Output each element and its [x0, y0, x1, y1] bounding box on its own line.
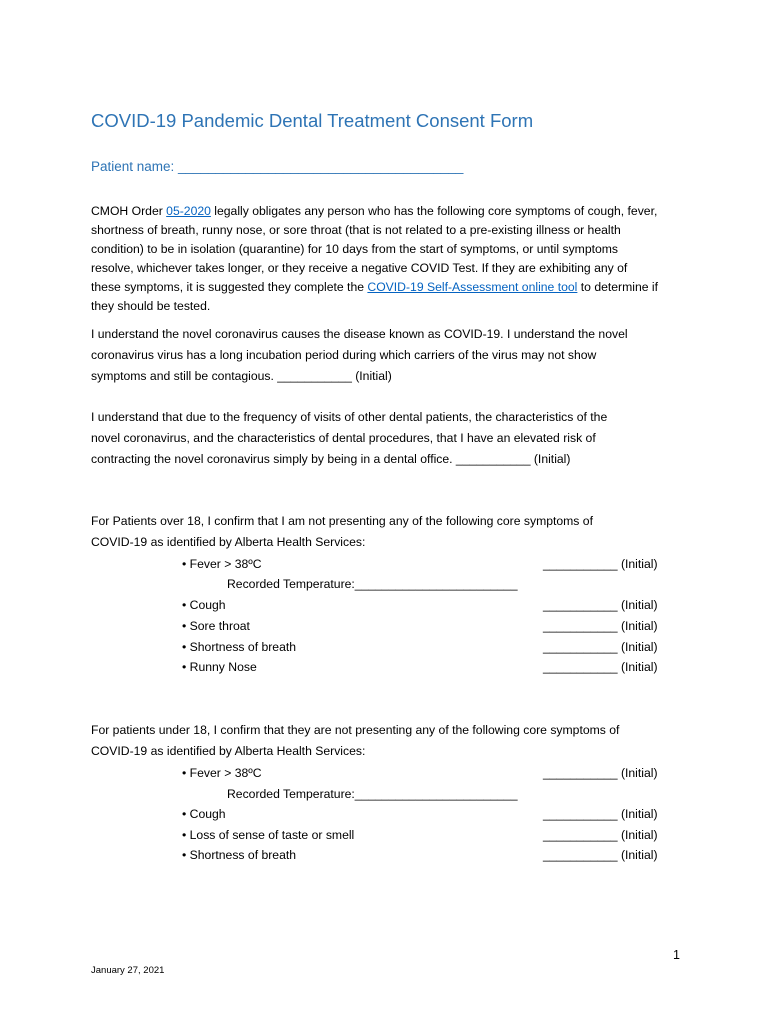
cmoh-line: resolve, whichever takes longer, or they receive a negative COVID Test. If they are exhibiting any of [91, 261, 628, 275]
cmoh-line: CMOH Order 05-2020 legally obligates any person who has the following core symptoms of cough, fever, [91, 204, 658, 218]
cmoh-order-paragraph [91, 202, 691, 316]
over18-fever-initial: ___________ (Initial) [543, 557, 658, 571]
over18-symptom-item: • Sore throat [182, 619, 250, 633]
over18-symptom-initial: ___________ (Initial) [543, 619, 658, 633]
over18-fever-item: • Fever > 38ºC [182, 557, 262, 571]
under-18-intro: For patients under 18, I confirm that they are not presenting any of the following core symptoms of COVID-19 as identified by Alberta Health Services: [91, 723, 620, 758]
cmoh-line: they should be tested. [91, 299, 211, 313]
form-title: COVID-19 Pandemic Dental Treatment Consent Form [91, 110, 534, 131]
under18-symptom-initial: ___________ (Initial) [543, 807, 658, 821]
under18-fever-item: • Fever > 38ºC [182, 766, 262, 780]
self-assessment-tool-link[interactable]: COVID-19 Self-Assessment online tool [367, 280, 578, 294]
over18-symptom-item: • Cough [182, 598, 226, 612]
under18-symptom-item: • Shortness of breath [182, 848, 297, 862]
under18-recorded-temperature: Recorded Temperature:________________________ [227, 787, 518, 801]
over18-recorded-temperature: Recorded Temperature:________________________ [227, 577, 518, 591]
incubation-acknowledgement: I understand the novel coronavirus causes the disease known as COVID-19. I understand the novel coronavirus virus has a long incubation period during which carriers of the virus may not show symptoms and still be contagious. ___________ (Initial) [91, 327, 628, 383]
over18-symptom-item: • Shortness of breath [182, 640, 297, 654]
under18-symptom-item: • Loss of sense of taste or smell [182, 828, 355, 842]
under18-symptom-item: • Cough [182, 807, 226, 821]
under18-symptom-initial: ___________ (Initial) [543, 828, 658, 842]
cmoh-line: shortness of breath, runny nose, or sore throat (that is not related to a pre-existing illness or health [91, 223, 621, 237]
under18-symptom-initial: ___________ (Initial) [543, 848, 658, 862]
over-18-intro: For Patients over 18, I confirm that I am not presenting any of the following core symptoms of COVID-19 as identified by Alberta Health Services: [91, 514, 593, 549]
under18-fever-initial: ___________ (Initial) [543, 766, 658, 780]
over18-symptom-item: • Runny Nose [182, 660, 257, 674]
cmoh-line: condition) to be in isolation (quarantine) for 10 days from the start of symptoms, or until symptoms [91, 242, 619, 256]
over18-symptom-initial: ___________ (Initial) [543, 640, 658, 654]
footer-date: January 27, 2021 [91, 965, 165, 976]
cmoh-order-link[interactable]: 05-2020 [166, 204, 211, 218]
elevated-risk-acknowledgement: I understand that due to the frequency of visits of other dental patients, the characteristics of the novel coronavirus, and the characteristics of dental procedures, that I have an elevated risk of contracting the novel coronavirus simply by being in a dental office. ___________ (Initial) [91, 410, 608, 466]
over18-symptom-initial: ___________ (Initial) [543, 598, 658, 612]
cmoh-line: these symptoms, it is suggested they complete the COVID-19 Self-Assessment online tool to determine if [91, 280, 659, 294]
page-number: 1 [673, 948, 680, 962]
over18-symptom-initial: ___________ (Initial) [543, 660, 658, 674]
patient-name-field-label: Patient name: ______________________________________ [91, 159, 464, 174]
